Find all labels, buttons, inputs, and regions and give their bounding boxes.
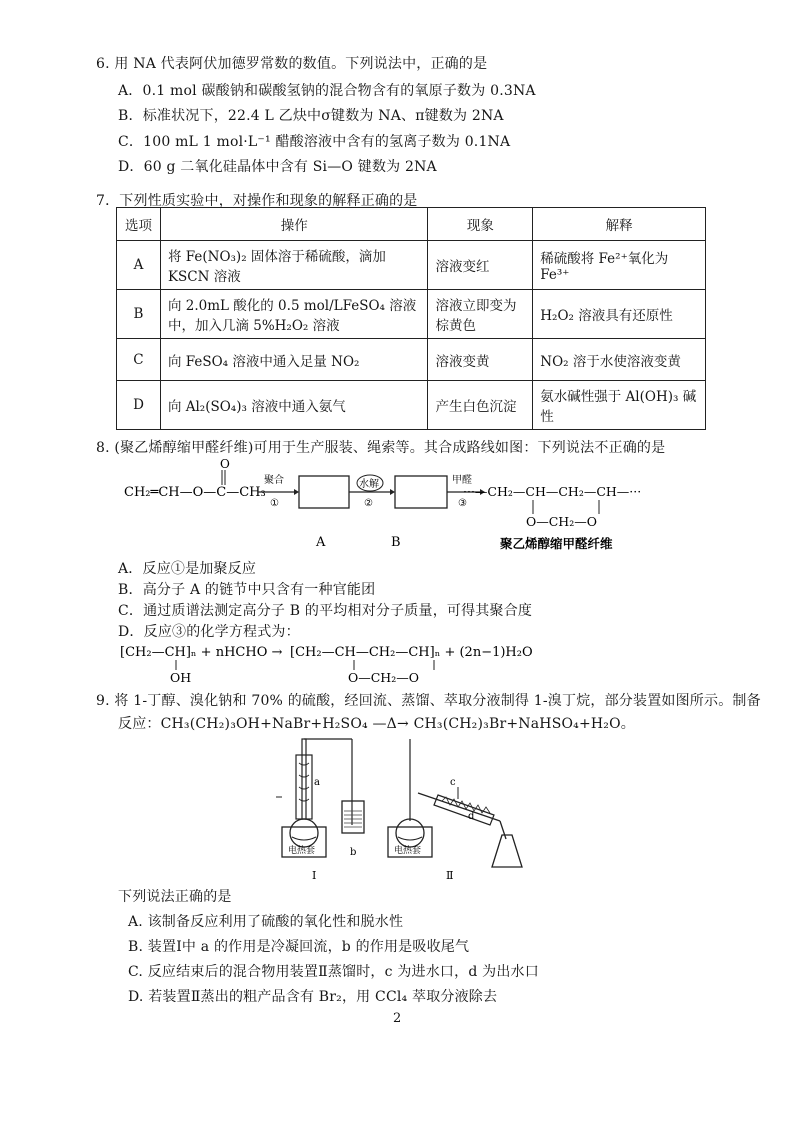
- step3-label: 甲醛: [452, 475, 472, 486]
- arrowhead: [294, 489, 299, 495]
- table-cell: 溶液立即变为棕黄色: [428, 290, 533, 339]
- distillation-flask: [396, 819, 424, 847]
- liquid-level: [398, 837, 422, 840]
- table-cell: 溶液变黄: [428, 339, 533, 381]
- q8-equation: [118, 636, 588, 686]
- table-cell: 溶液变红: [428, 241, 533, 290]
- figure-two-label: Ⅱ: [446, 869, 454, 882]
- q8-option-a: A．反应①是加聚反应: [118, 561, 257, 577]
- q8-stem: 8. (聚乙烯醇缩甲醛纤维)可用于生产服装、绳索等。其合成路线如图：下列说法不正确的是: [96, 440, 666, 456]
- round-flask: [290, 819, 318, 847]
- label-c: c: [450, 777, 456, 788]
- box-b-label: B: [391, 535, 401, 550]
- product-ring: O—CH₂—O: [526, 514, 597, 529]
- q9-lead: 下列说法正确的是: [118, 889, 232, 905]
- table-row: [117, 290, 706, 339]
- table-header: 操作: [160, 208, 428, 241]
- table-cell: 产生白色沉淀: [428, 381, 533, 430]
- q6-option-b: B．标准状况下，22.4 L 乙炔中σ键数为 NA、π键数为 2NA: [118, 108, 504, 124]
- q9-option-d: D. 若装置Ⅱ蒸出的粗产品含有 Br₂，用 CCl₄ 萃取分液除去: [128, 989, 498, 1005]
- heater-label: 电热套: [394, 846, 422, 856]
- label-d: d: [468, 811, 475, 822]
- q9-option-b: B. 装置Ⅰ中 a 的作用是冷凝回流，b 的作用是吸收尾气: [128, 939, 470, 955]
- q6-option-a: A．0.1 mol 碳酸钠和碳酸氢钠的混合物含有的氧原子数为 0.3NA: [118, 83, 536, 99]
- q9-apparatus-figure: [262, 735, 532, 885]
- q6-stem: 6. 用 NA 代表阿伏加德罗常数的数值。下列说法中，正确的是: [96, 56, 488, 72]
- box-b: [395, 476, 447, 508]
- side-arm: [418, 793, 500, 821]
- table-cell: 稀硫酸将 Fe²⁺氧化为 Fe³⁺: [533, 241, 706, 290]
- heater-label: 电热套: [288, 846, 316, 856]
- table-cell: D: [117, 381, 161, 430]
- table-cell: 将 Fe(NO₃)₂ 固体溶于稀硫酸，滴加 KSCN 溶液: [160, 241, 428, 290]
- product-name: 聚乙烯醇缩甲醛纤维: [500, 536, 613, 551]
- step1-label: 聚合: [264, 475, 284, 486]
- liquid-level: [292, 837, 316, 840]
- absorption-beaker: [342, 801, 364, 833]
- q9-stem: 9. 将 1-丁醇、溴化钠和 70% 的硫酸，经回流、蒸馏、萃取分液制得 1-溴丁烷，部分装置如图所示。制备: [96, 693, 761, 709]
- carbonyl-oxygen: O: [220, 457, 230, 471]
- table-header: 现象: [428, 208, 533, 241]
- q8-synthesis-scheme: [118, 456, 658, 554]
- page-number: 2: [393, 1011, 402, 1026]
- table-cell: 氨水碱性强于 Al(OH)₃ 碱性: [533, 381, 706, 430]
- label-b: b: [350, 847, 357, 858]
- label-a: a: [314, 777, 320, 788]
- hydroxyl-group: OH: [170, 670, 192, 685]
- q7-stem: 7．下列性质实验中，对操作和现象的解释正确的是: [96, 193, 418, 209]
- table-cell: NO₂ 溶于水使溶液变黄: [533, 339, 706, 381]
- table-header-row: [117, 208, 706, 241]
- reactant-formula: CH₂═CH—O—C—CH₃: [124, 485, 266, 500]
- receiving-flask: [492, 835, 522, 867]
- table-cell: A: [117, 241, 161, 290]
- table-cell: 向 2.0mL 酸化的 0.5 mol/LFeSO₄ 溶液中，加入几滴 5%H₂O₂ 溶液: [160, 290, 428, 339]
- figure-one-label: Ⅰ: [312, 869, 317, 882]
- step1-number: ①: [270, 498, 279, 509]
- product-backbone: ···—CH₂—CH—CH₂—CH—···: [463, 484, 642, 499]
- adapter: [500, 821, 506, 839]
- table-row: [117, 339, 706, 381]
- q6-option-d: D．60 g 二氧化硅晶体中含有 Si—O 键数为 2NA: [118, 159, 437, 175]
- q8-option-b: B．高分子 A 的链节中只含有一种官能团: [118, 582, 376, 598]
- q8-option-c: C．通过质谱法测定高分子 B 的平均相对分子质量，可得其聚合度: [118, 603, 533, 619]
- box-a: [299, 476, 349, 508]
- box-a-label: A: [316, 535, 326, 550]
- coil-lines: [299, 763, 309, 801]
- step2-number: ②: [364, 498, 373, 509]
- equation-right: [CH₂—CH—CH₂—CH]ₙ + (2n−1)H₂O: [290, 645, 533, 660]
- table-cell: 向 Al₂(SO₄)₃ 溶液中通入氨气: [160, 381, 428, 430]
- arrowhead: [390, 489, 395, 495]
- equation-left: [CH₂—CH]ₙ + nHCHO →: [120, 645, 283, 660]
- q8-option-d: D．反应③的化学方程式为：: [118, 624, 300, 640]
- apparatus-two: [388, 739, 522, 882]
- reflux-condenser: [302, 739, 306, 819]
- table-cell: B: [117, 290, 161, 339]
- table-header: 选项: [117, 208, 161, 241]
- q6-option-c: C．100 mL 1 mol·L⁻¹ 醋酸溶液中含有的氢离子数为 0.1NA: [118, 134, 511, 150]
- equation-ring: O—CH₂—O: [348, 670, 419, 685]
- table-cell: C: [117, 339, 161, 381]
- q9-option-c: C. 反应结束后的混合物用装置Ⅱ蒸馏时，c 为进水口，d 为出水口: [128, 964, 539, 980]
- table-cell: 向 FeSO₄ 溶液中通入足量 NO₂: [160, 339, 428, 381]
- absorbent-liquid: [344, 811, 362, 827]
- q7-table: [116, 207, 706, 430]
- q9-option-a: A. 该制备反应利用了硫酸的氧化性和脱水性: [128, 914, 404, 930]
- q9-reaction: 反应：CH₃(CH₂)₃OH+NaBr+H₂SO₄ —Δ→ CH₃(CH₂)₃Br+NaHSO₄+H₂O。: [118, 716, 635, 732]
- table-row: [117, 241, 706, 290]
- step2-label: 水解: [359, 479, 379, 490]
- step3-number: ③: [458, 498, 467, 509]
- table-cell: H₂O₂ 溶液具有还原性: [533, 290, 706, 339]
- table-row: [117, 381, 706, 430]
- table-header: 解释: [533, 208, 706, 241]
- apparatus-one: [276, 739, 364, 882]
